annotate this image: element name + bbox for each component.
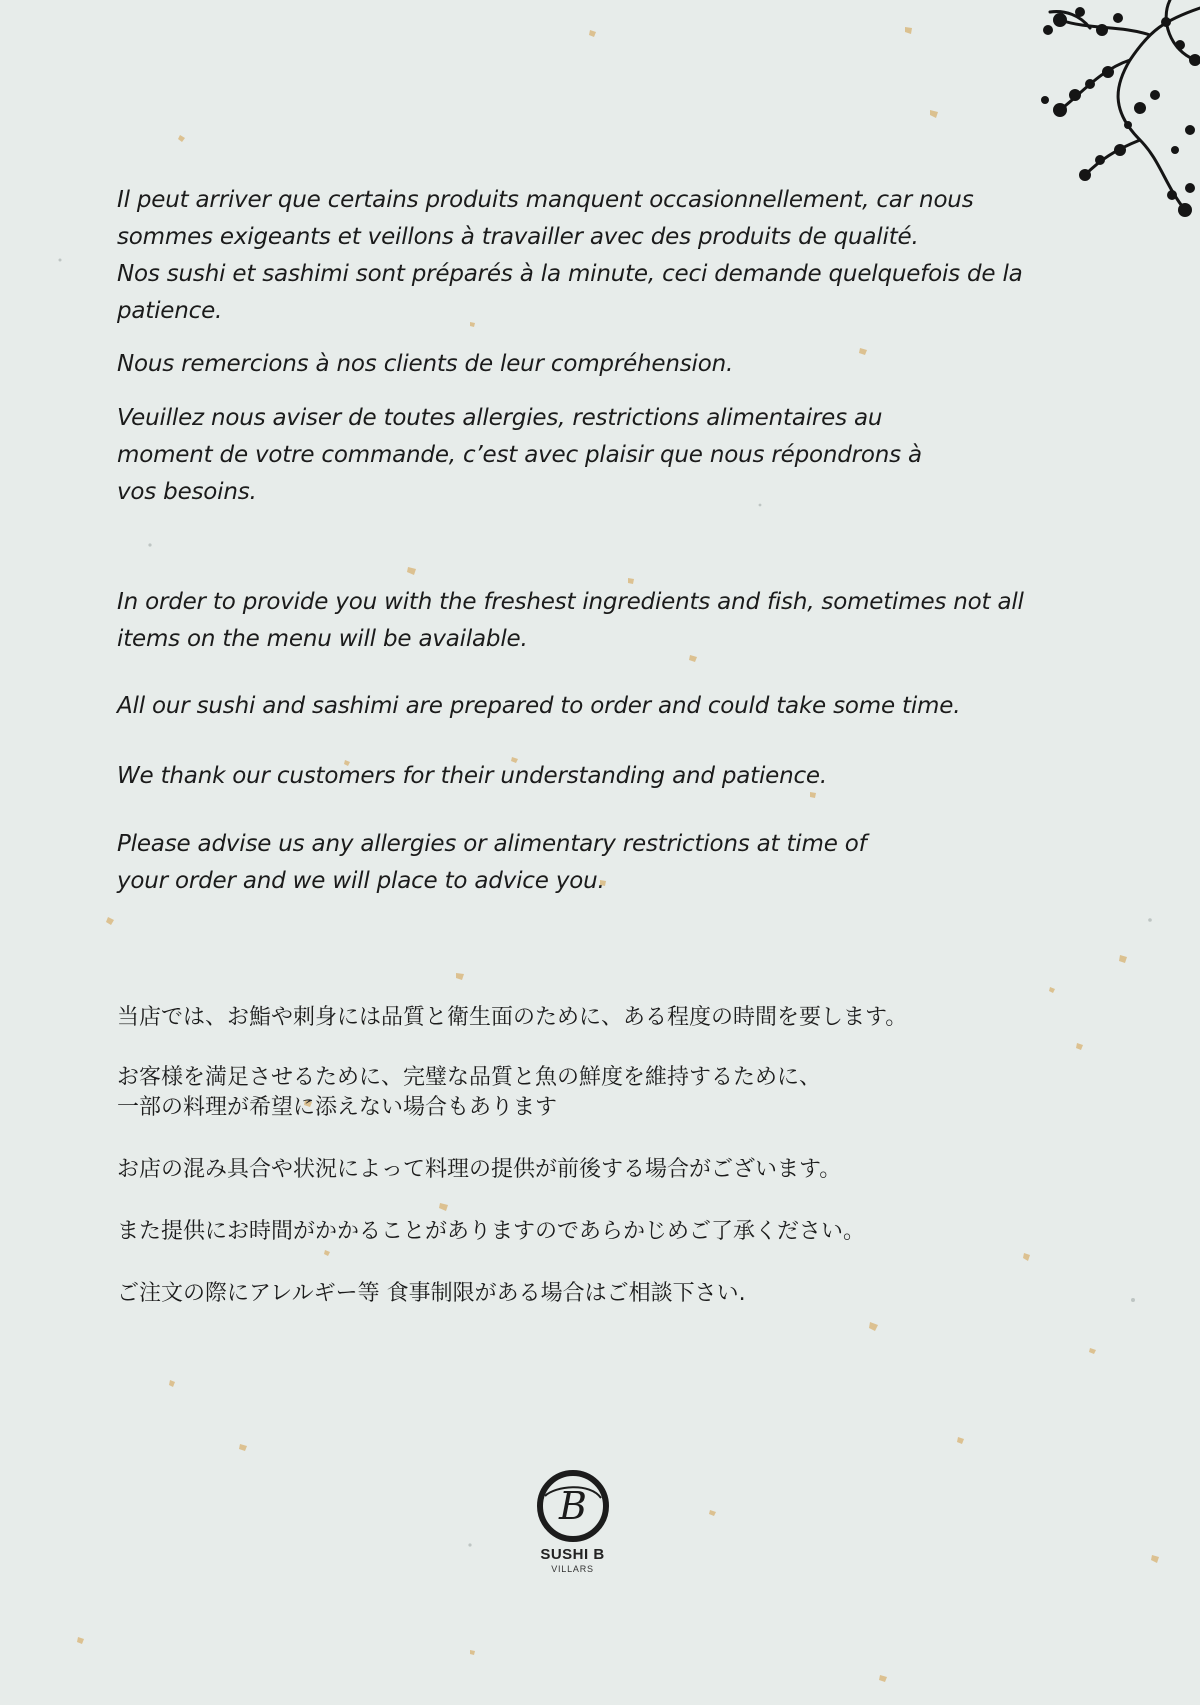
french-thanks-paragraph: Nous remercions à nos clients de leur compréhension.: [117, 351, 734, 377]
japanese-preparation-paragraph: 当店では、お鮨や刺身には品質と衛生面のために、ある程度の時間を要します。: [117, 1005, 908, 1030]
japanese-service-order-paragraph: お店の混み具合や状況によって料理の提供が前後する場合がございます。: [117, 1157, 842, 1182]
japanese-quality-paragraph: お客様を満足させるために、完璧な品質と魚の鮮度を維持するために、 一部の料理が希望に添えない場合もあります: [117, 1065, 822, 1120]
logo-location: VILLARS: [551, 1564, 594, 1574]
sushi-b-logo: [520, 1468, 625, 1574]
logo-monogram-letter: B: [558, 1484, 587, 1528]
logo-monogram-circle: [535, 1468, 611, 1544]
english-availability-paragraph: In order to provide you with the freshest ingredients and fish, sometimes not all items on the menu will be available.: [117, 589, 1024, 652]
english-allergy-paragraph: Please advise us any allergies or alimentary restrictions at time of your order and we will place to advice you.: [117, 831, 867, 894]
french-allergy-paragraph: Veuillez nous aviser de toutes allergies, restrictions alimentaires au moment de votre commande, c’est avec plaisir que nous répondrons à vos besoins.: [117, 405, 922, 505]
english-thanks-paragraph: We thank our customers for their understanding and patience.: [117, 763, 827, 789]
japanese-allergy-paragraph: ご注文の際にアレルギー等 食事制限がある場合はご相談下さい.: [117, 1281, 746, 1306]
english-preparation-paragraph: All our sushi and sashimi are prepared to order and could take some time.: [117, 693, 961, 719]
french-availability-paragraph: Il peut arriver que certains produits manquent occasionnellement, car nous sommes exigeants et veillons à travailler avec des produits de qualité. Nos sushi et sashimi sont préparés à la minute, ceci demande quelquefois de la patience.: [117, 187, 1023, 324]
japanese-wait-paragraph: また提供にお時間がかかることがありますのであらかじめご了承ください。: [117, 1219, 866, 1244]
logo-name: SUSHI B: [540, 1546, 605, 1563]
